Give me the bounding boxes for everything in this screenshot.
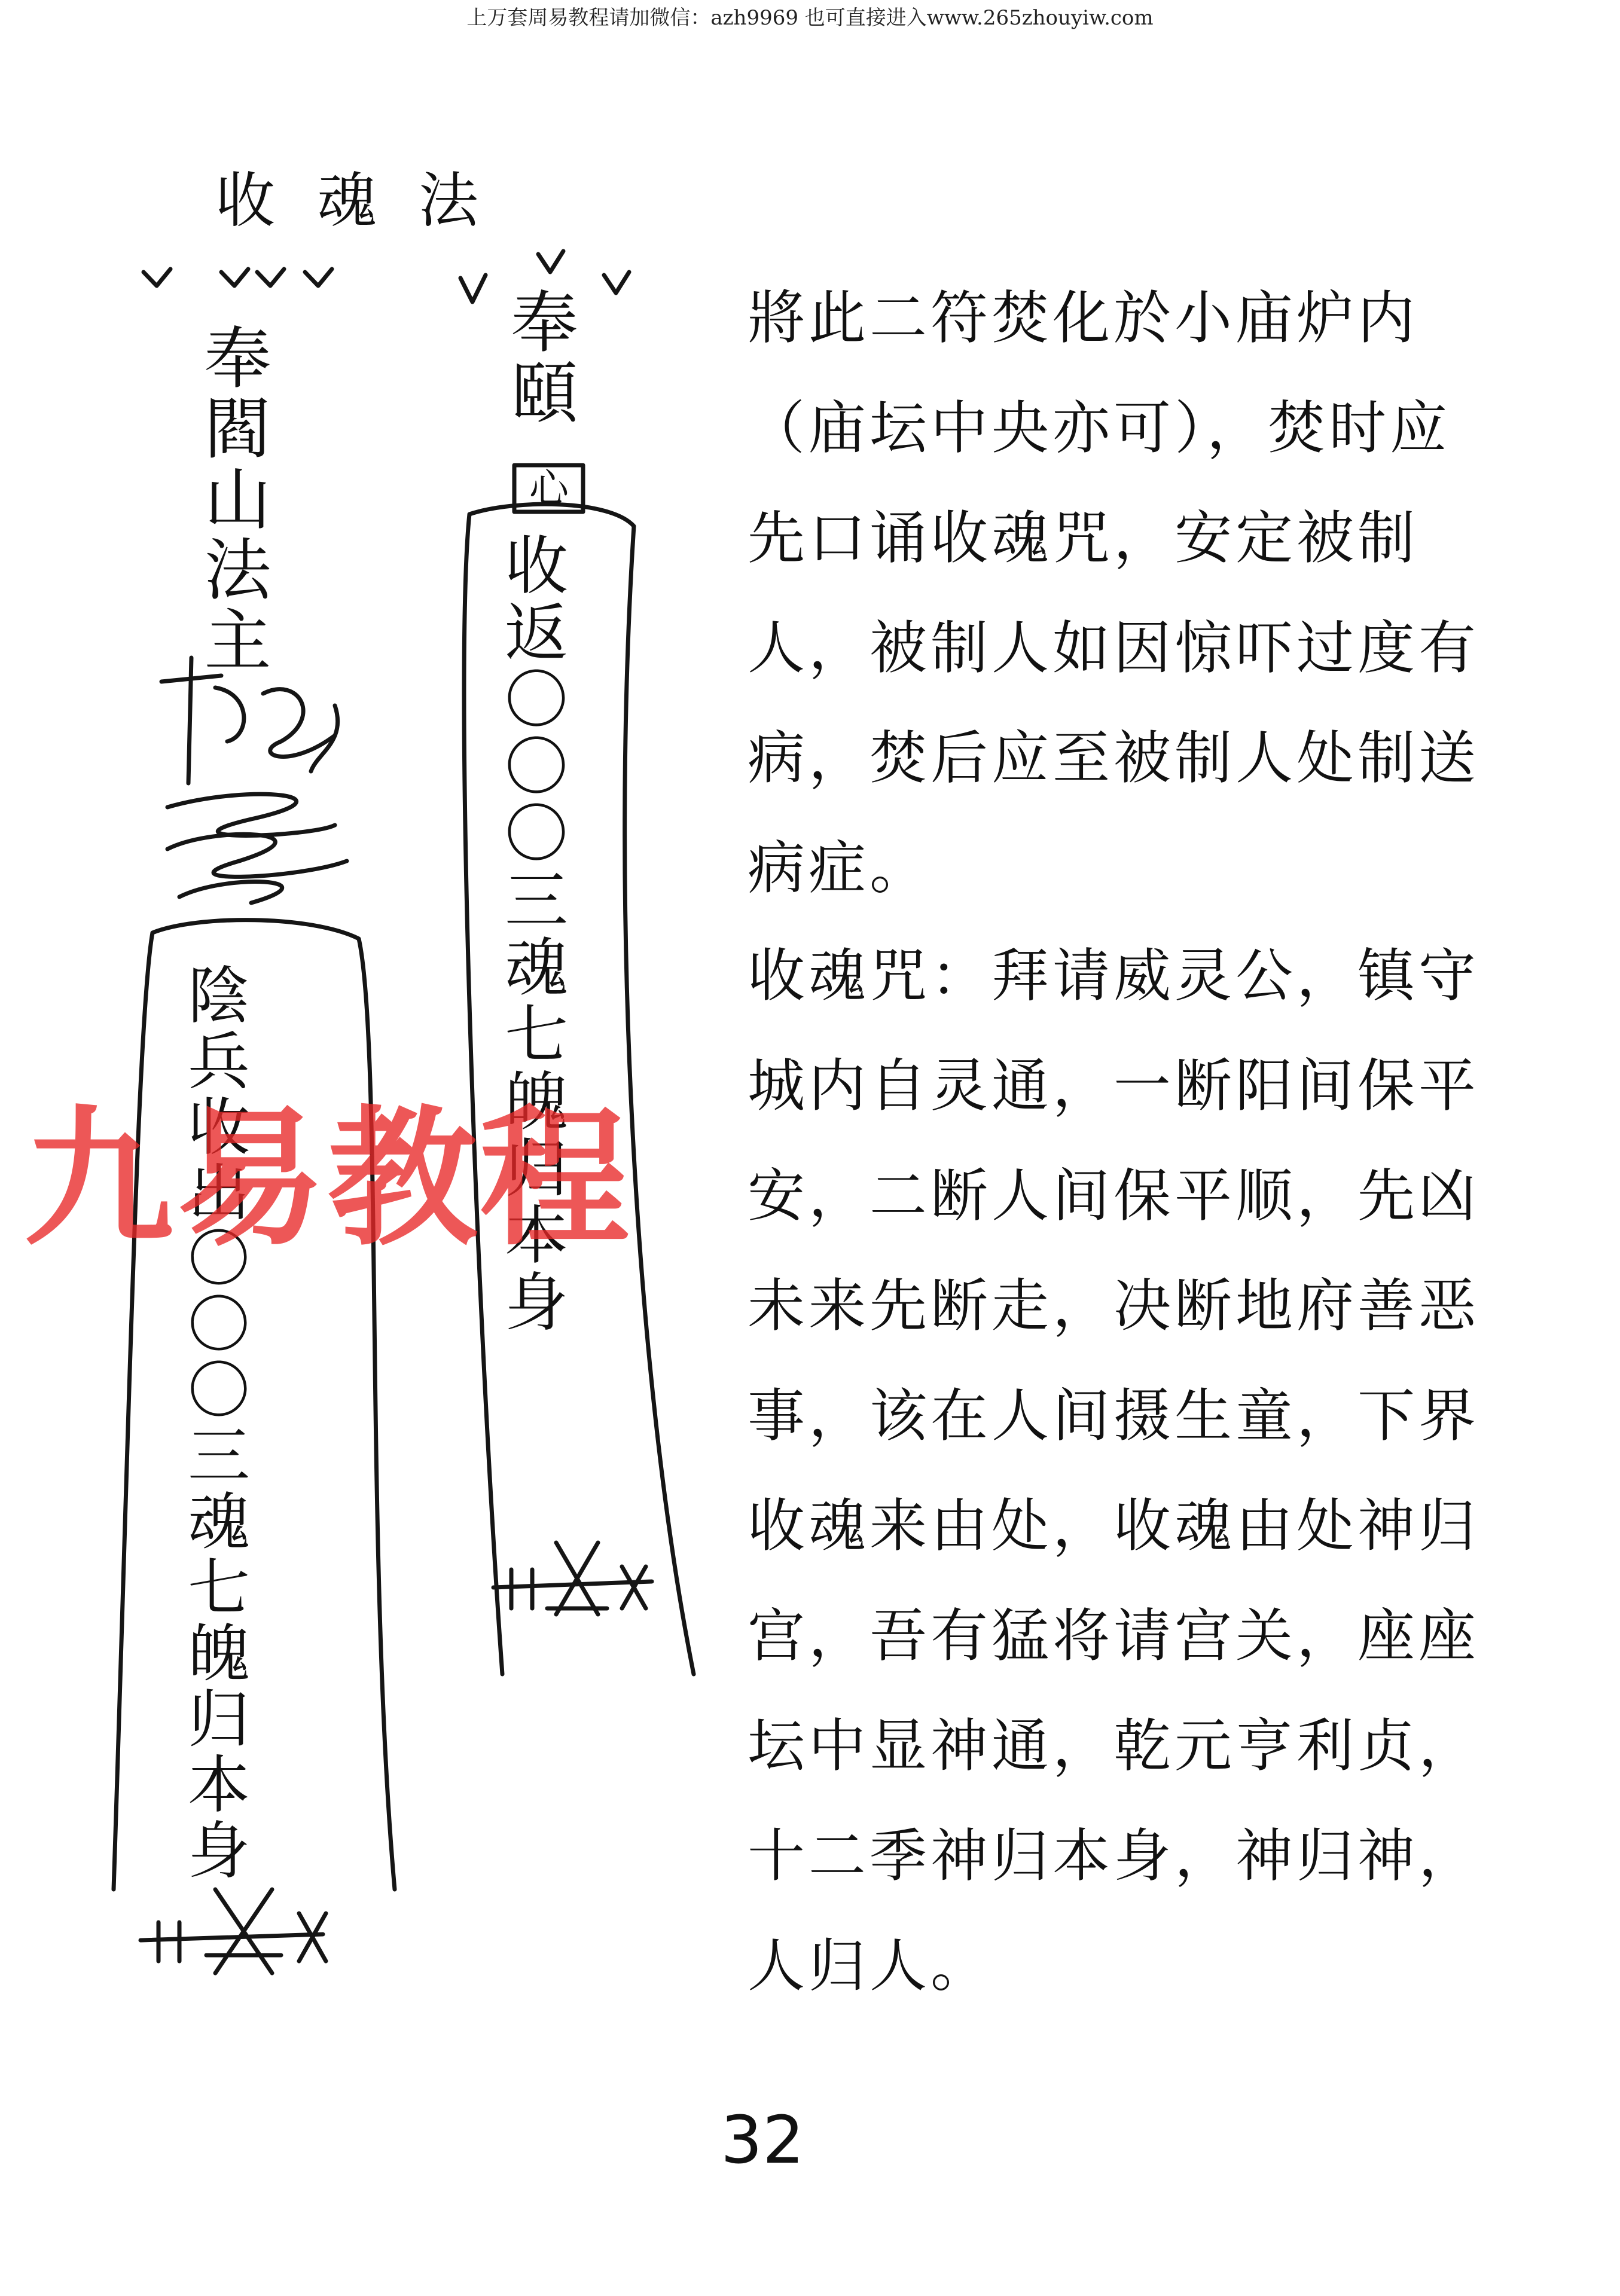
- page-title: 收魂法: [215, 166, 520, 236]
- top-banner: 上万套周易教程请加微信：azh9969 也可直接进入www.265zhouyiw.com: [466, 6, 1154, 30]
- instruction-paragraph: 將此二符焚化於小庙炉内（庙坛中央亦可），焚时应先口诵收魂咒，安定被制人，被制人如因惊吓过度有病，焚后应至被制人处制送病症。: [748, 285, 1479, 902]
- watermark: 九易教程: [24, 1092, 631, 1266]
- right-talisman-seal: [493, 1543, 652, 1614]
- page-number: 32: [721, 2102, 804, 2178]
- left-talisman-top-text: 奉閻山法主: [193, 323, 271, 676]
- left-talisman-body-text: 陰兵收出〇〇〇三魂七魄归本身: [177, 963, 250, 1883]
- right-talisman-heart-char: 心: [529, 465, 569, 511]
- right-talisman-body-text: 收返〇〇〇三魂七魄归本身: [495, 532, 568, 1336]
- incantation-paragraph: 收魂咒：拜请威灵公，镇守城内自灵通，一断阳间保平安，二断人间保平顺，先凶未来先断走，决断地府善恶事，该在人间摄生童，下界收魂来由处，收魂由处神归宫，吾有猛将请宫关，座座坛中显神通，乾元亨利贞，十二季神归本身，神归神，人归人。: [748, 942, 1479, 1999]
- left-talisman-checkmarks: [144, 269, 332, 286]
- right-talisman-top-text: 奉頤: [500, 287, 578, 428]
- left-talisman-seal: [141, 1889, 326, 1973]
- left-talisman-signature: [161, 658, 347, 903]
